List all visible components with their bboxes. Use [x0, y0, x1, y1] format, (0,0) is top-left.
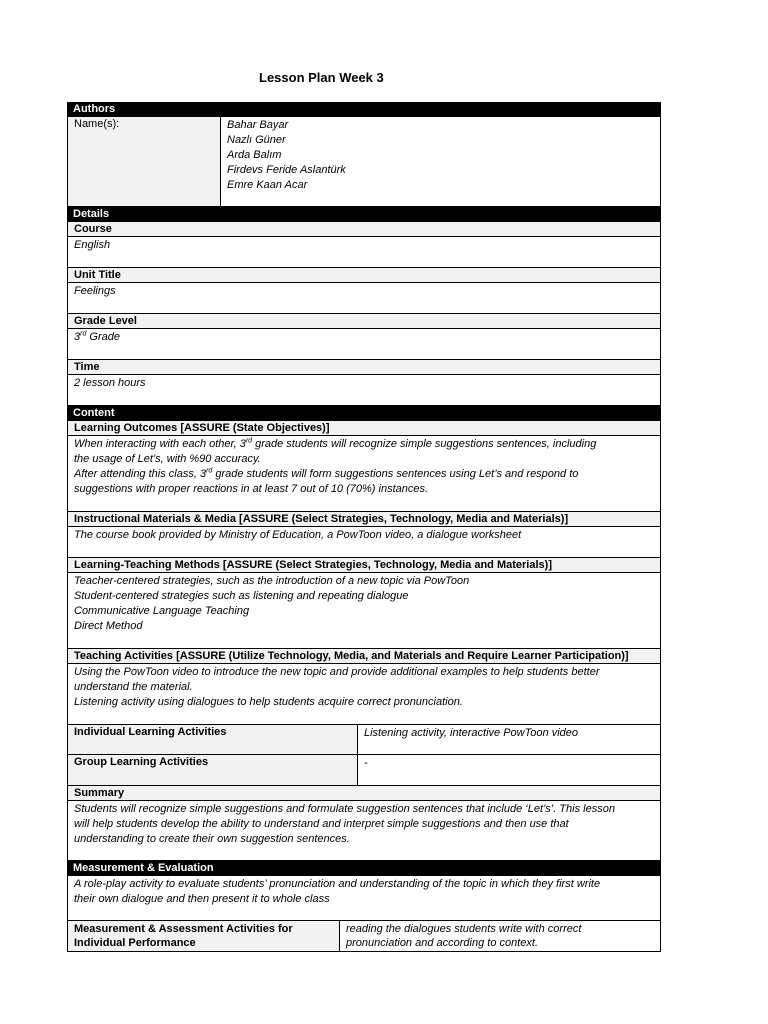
individual-learning-value: Listening activity, interactive PowToon video — [364, 727, 579, 739]
authors-header: Authors — [67, 102, 661, 117]
ta-line: understand the material. — [74, 681, 193, 693]
instructional-materials-label — [67, 512, 661, 527]
ltm-line: Teacher-centered strategies, such as the introduction of a new topic via PowToon — [74, 575, 470, 587]
assessment-label-line: Individual Performance — [74, 937, 196, 949]
individual-learning-label: Individual Learning Activities — [68, 725, 358, 754]
learning-outcomes-label — [67, 421, 661, 436]
lo-line: the usage of Let’s, with %90 accuracy. — [74, 453, 261, 465]
lo-sup: rd — [206, 467, 213, 475]
grade-level-value — [67, 329, 661, 360]
content-header: Content — [67, 406, 661, 421]
teaching-activities-value — [67, 664, 661, 725]
ta-label-text: Teaching Activities — [74, 650, 174, 662]
author-name: Arda Balım — [227, 149, 282, 161]
summary-value — [67, 801, 661, 861]
author-name: Firdevs Feride Aslantürk — [227, 164, 346, 176]
grade-text: Grade — [86, 331, 120, 343]
lo-line — [74, 467, 654, 482]
lo-line-text: When interacting with each other, 3 — [74, 438, 246, 450]
authors-row — [67, 117, 661, 207]
teaching-activities-label — [67, 649, 661, 664]
group-learning-value: - — [364, 757, 368, 769]
details-header: Details — [67, 207, 661, 222]
learning-teaching-methods-value — [67, 573, 661, 649]
author-name: Bahar Bayar — [227, 119, 289, 131]
ltm-tag: [ASSURE (Select Strategies, Technology, Media and Materials)] — [222, 559, 552, 571]
lo-line-text: grade students will form suggestions sentences using Let’s and respond to — [212, 468, 579, 480]
group-learning-label: Group Learning Activities — [68, 755, 358, 785]
summary-line: will help students develop the ability to understand and interpret simple suggestions and then use that — [74, 818, 569, 830]
page-title: Lesson Plan Week 3 — [259, 70, 384, 85]
learning-teaching-methods-label — [67, 558, 661, 573]
summary-line: understanding to create their own suggestion sentences. — [74, 833, 350, 845]
ta-tag: [ASSURE (Utilize Technology, Media, and Materials and Require Learner Participation)] — [176, 650, 629, 662]
course-label: Course — [67, 222, 661, 237]
course-value: English — [67, 237, 661, 268]
ltm-line: Student-centered strategies such as listening and repeating dialogue — [74, 590, 409, 602]
assessment-label-line: Measurement & Assessment Activities for — [74, 923, 293, 935]
names-label: Name(s): — [68, 117, 221, 206]
ltm-line: Direct Method — [74, 620, 143, 632]
assessment-label — [68, 921, 340, 951]
measurement-line: A role-play activity to evaluate students’ pronunciation and understanding of the topic in which they first write — [74, 878, 601, 890]
author-names — [221, 117, 660, 206]
lo-tag: [ASSURE (State Objectives)] — [180, 422, 330, 434]
group-learning-row — [67, 755, 661, 786]
measurement-line: their own dialogue and then present it to whole class — [74, 893, 330, 905]
assessment-value-line: pronunciation and according to context. — [346, 937, 539, 949]
lo-sup: rd — [245, 437, 253, 445]
lo-line — [74, 437, 654, 452]
assessment-value-line: reading the dialogues students write with correct — [346, 923, 582, 935]
instructional-materials-value: The course book provided by Ministry of Education, a PowToon video, a dialogue worksheet — [67, 527, 661, 558]
lo-line: suggestions with proper reactions in at least 7 out of 10 (70%) instances. — [74, 483, 429, 495]
ta-line: Using the PowToon video to introduce the new topic and provide additional examples to help students better — [74, 666, 600, 678]
measurement-header: Measurement & Evaluation — [67, 861, 661, 876]
individual-learning-row — [67, 725, 661, 755]
ltm-label-text: Learning-Teaching Methods — [74, 559, 220, 571]
grade-level-label: Grade Level — [67, 314, 661, 329]
time-value: 2 lesson hours — [67, 375, 661, 406]
grade-number: 3 — [74, 331, 81, 343]
summary-label: Summary — [67, 786, 661, 801]
assessment-row — [67, 921, 661, 952]
summary-line: Students will recognize simple suggestions and formulate suggestion sentences that include ‘Let’s’. This lesson — [74, 803, 615, 815]
author-name: Emre Kaan Acar — [227, 179, 308, 191]
measurement-value — [67, 876, 661, 921]
author-name: Nazlı Güner — [227, 134, 286, 146]
im-tag: [ASSURE (Select Strategies, Technology, Media and Materials)] — [239, 513, 569, 525]
im-label-text: Instructional Materials & Media — [74, 513, 236, 525]
lo-line-text: grade students will recognize simple suggestions sentences, including — [252, 438, 597, 450]
grade-suffix: rd — [80, 330, 87, 338]
unit-title-label: Unit Title — [67, 268, 661, 283]
time-label: Time — [67, 360, 661, 375]
assessment-value — [340, 921, 660, 951]
lo-label-text: Learning Outcomes — [74, 422, 178, 434]
unit-title-value: Feelings — [67, 283, 661, 314]
lo-line-text: After attending this class, 3 — [74, 468, 207, 480]
lesson-plan-table — [67, 102, 661, 952]
ta-line: Listening activity using dialogues to help students acquire correct pronunciation. — [74, 696, 463, 708]
learning-outcomes-value — [67, 436, 661, 512]
ltm-line: Communicative Language Teaching — [74, 605, 250, 617]
